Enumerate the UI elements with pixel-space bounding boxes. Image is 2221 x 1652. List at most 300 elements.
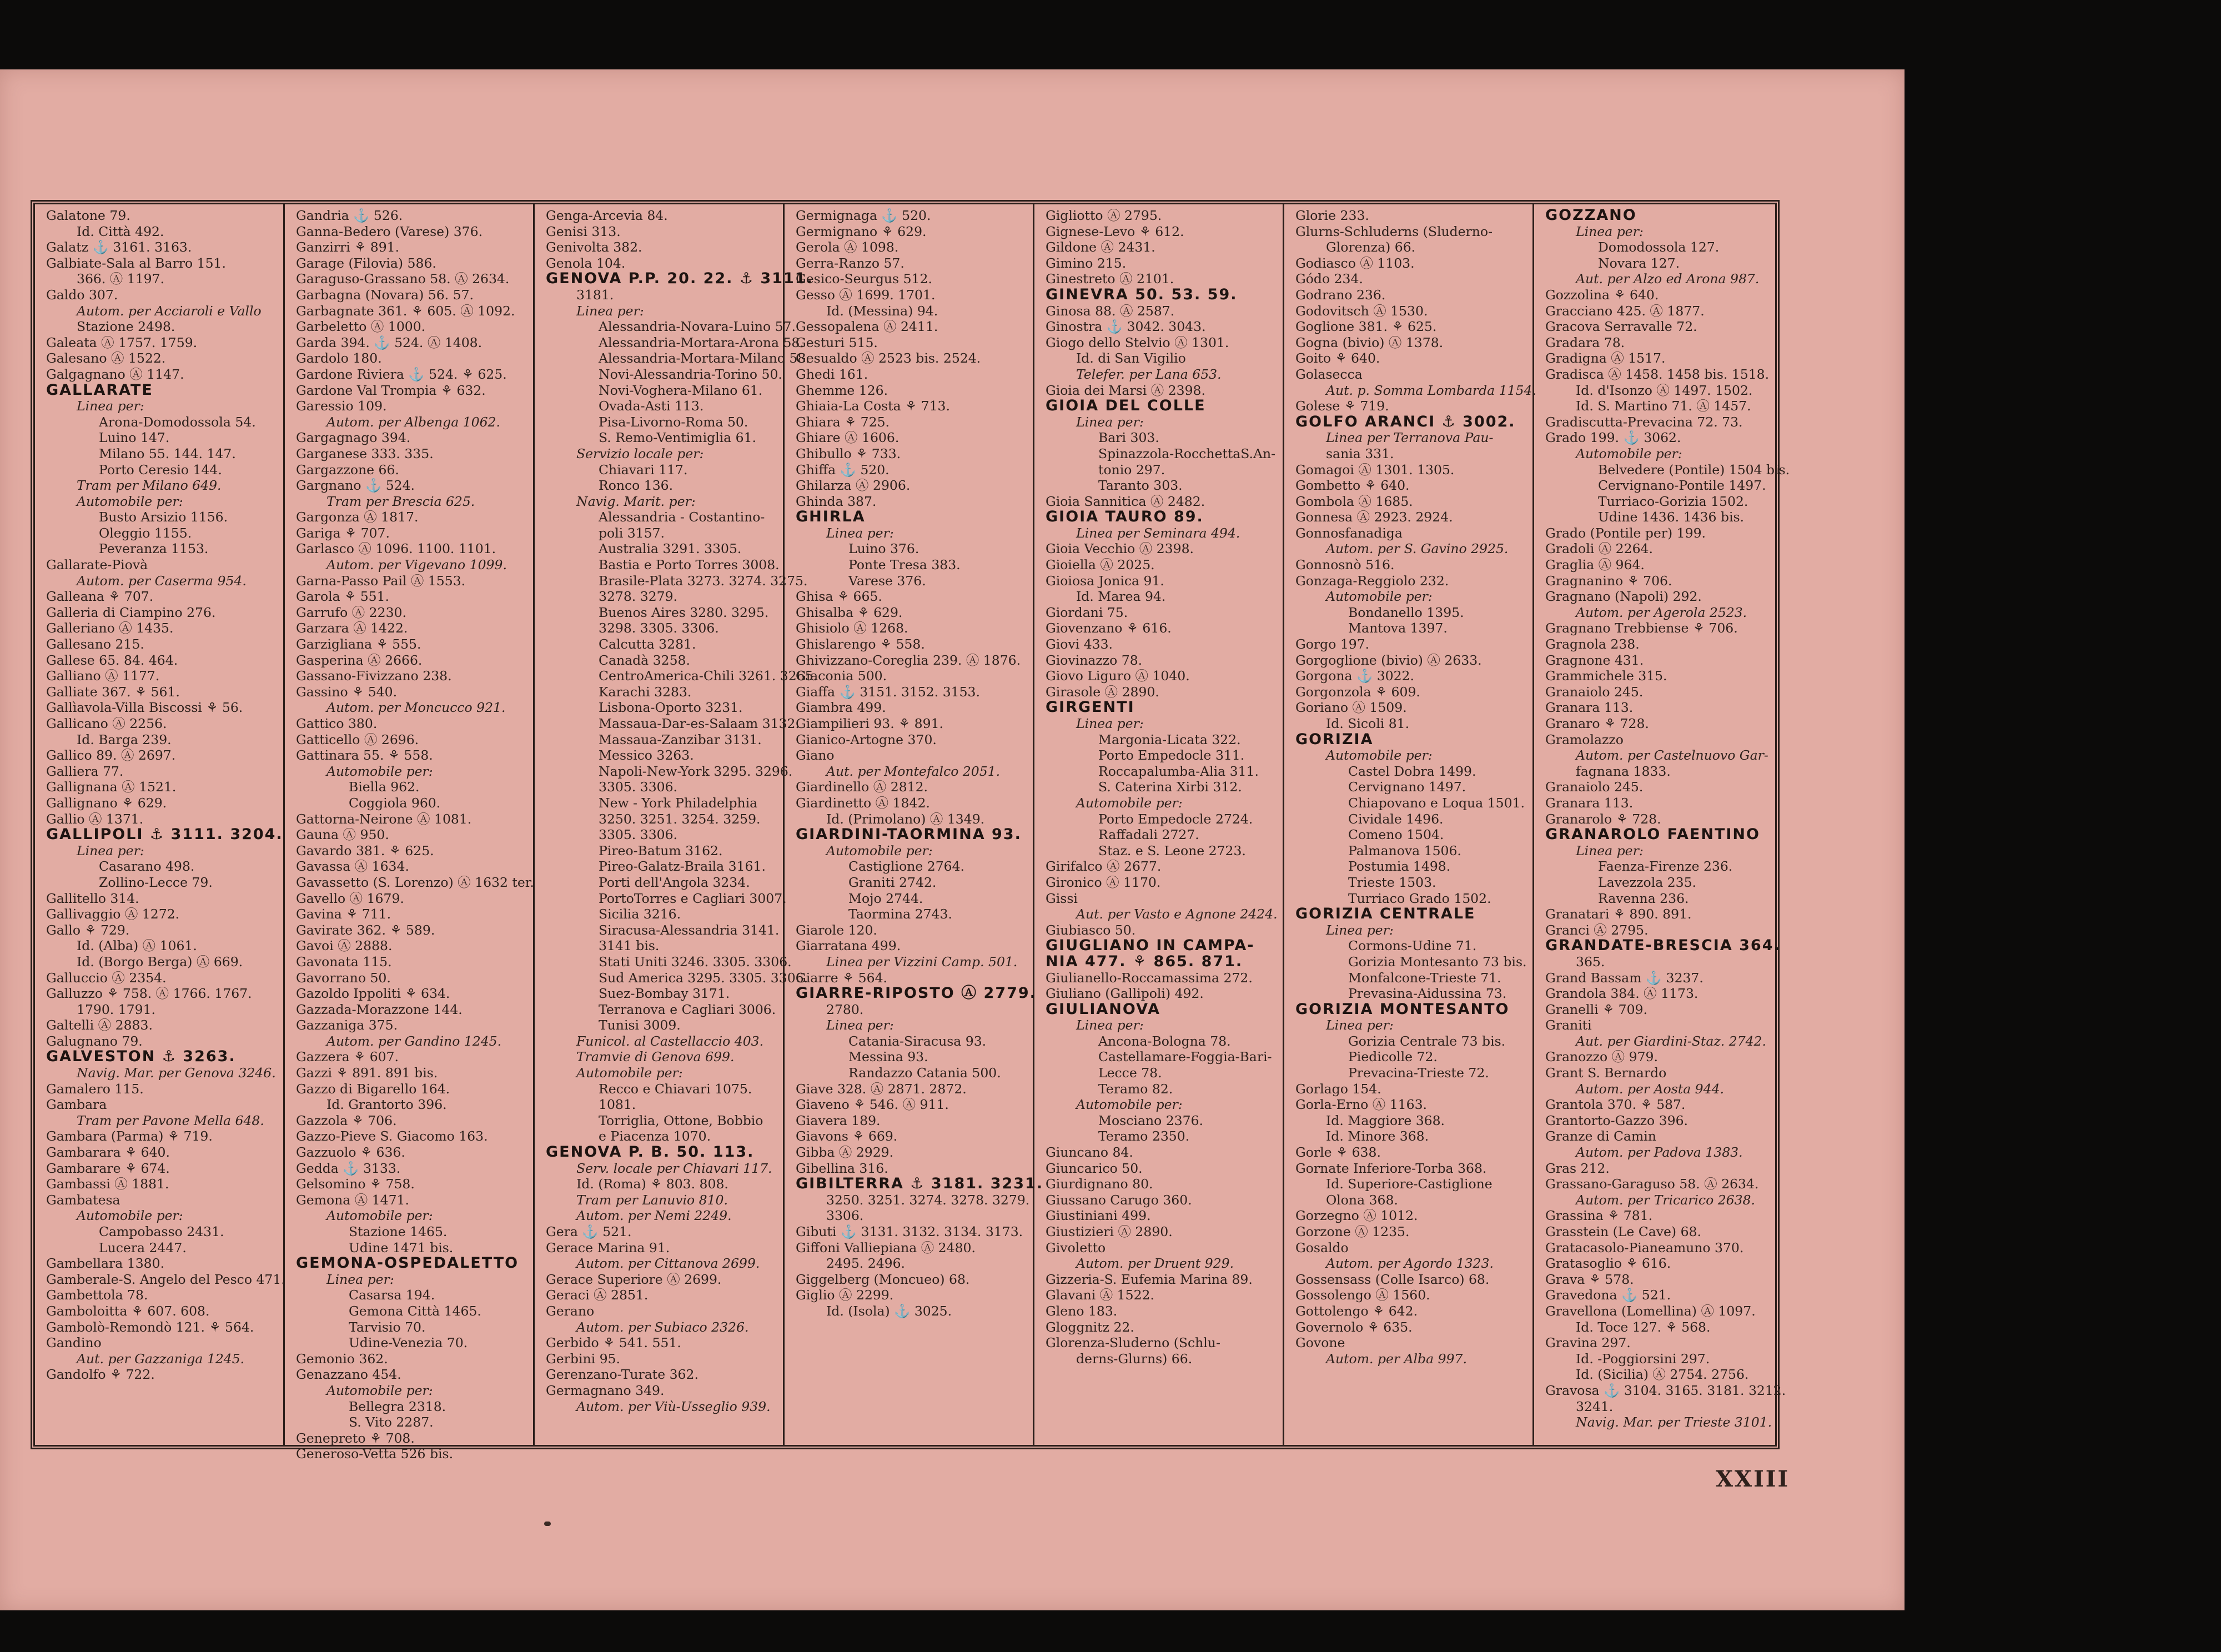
index-entry: Automobile per: xyxy=(576,1065,683,1081)
index-entry: poli 3157. xyxy=(599,525,665,541)
index-entry: Chiapovano e Loqua 1501. xyxy=(1348,795,1525,811)
index-entry: Garzigliana ⚘ 555. xyxy=(296,636,421,652)
index-entry: Giuliano (Gallipoli) 492. xyxy=(1046,986,1204,1002)
index-heading: NIA 477. ⚘ 865. 871. xyxy=(1046,952,1243,970)
index-entry: Gattico 380. xyxy=(296,716,378,731)
index-entry: Galatone 79. xyxy=(46,208,130,223)
index-entry: Gorla-Erno Ⓐ 1163. xyxy=(1295,1097,1428,1113)
index-entry: Serv. locale per Chiavari 117. xyxy=(576,1160,772,1176)
index-entry: Gasperina Ⓐ 2666. xyxy=(296,652,423,668)
index-entry: Gassino ⚘ 540. xyxy=(296,684,398,700)
index-entry: Id. Città 492. xyxy=(77,223,164,239)
index-entry: Raffadali 2727. xyxy=(1098,827,1199,843)
index-entry: Gedda ⚓ 3133. xyxy=(296,1160,401,1176)
index-entry: Gandino xyxy=(46,1335,102,1351)
index-entry: Spinazzola-RocchettaS.An- xyxy=(1098,445,1276,461)
index-entry: Giarre ⚘ 564. xyxy=(796,970,888,986)
index-entry: Novi-Alessandria-Torino 50. xyxy=(599,366,782,382)
index-entry: Glavani Ⓐ 1522. xyxy=(1046,1287,1154,1303)
index-entry: Galluccio Ⓐ 2354. xyxy=(46,970,167,986)
index-entry: Garbagnate 361. ⚘ 605. Ⓐ 1092. xyxy=(296,303,515,319)
index-entry: Milano 55. 144. 147. xyxy=(99,445,236,461)
index-entry: Gerenzano-Turate 362. xyxy=(546,1367,699,1383)
index-entry: Grammichele 315. xyxy=(1545,668,1667,684)
index-entry: Ginosa 88. Ⓐ 2587. xyxy=(1046,303,1175,319)
index-entry: Giglio Ⓐ 2299. xyxy=(796,1287,894,1303)
index-column-1 xyxy=(35,204,285,1445)
index-entry: Gardolo 180. xyxy=(296,350,382,366)
index-entry: Giovi 433. xyxy=(1046,636,1113,652)
index-entry: Gibba Ⓐ 2929. xyxy=(796,1144,894,1161)
index-entry: S. Remo-Ventimiglia 61. xyxy=(599,430,757,446)
index-entry: Giovo Liguro Ⓐ 1040. xyxy=(1046,668,1190,684)
index-entry: Gallìavola-Villa Biscossi ⚘ 56. xyxy=(46,700,243,716)
index-entry: Id. Barga 239. xyxy=(77,731,172,747)
index-entry: Linea per Terranova Pau- xyxy=(1326,430,1494,446)
index-entry: Gódo 234. xyxy=(1295,271,1363,287)
index-entry: Giovenzano ⚘ 616. xyxy=(1046,620,1172,636)
index-entry: Castiglione 2764. xyxy=(848,858,965,875)
index-entry: Germignano ⚘ 629. xyxy=(796,223,927,239)
index-entry: e Piacenza 1070. xyxy=(599,1128,711,1144)
index-entry: Garna-Passo Pail Ⓐ 1553. xyxy=(296,573,466,589)
index-entry: Servizio locale per: xyxy=(576,445,704,461)
index-entry: Autom. per Gandino 1245. xyxy=(326,1033,502,1049)
index-entry: Gioia Sannitica Ⓐ 2482. xyxy=(1046,493,1205,509)
index-entry: Taormina 2743. xyxy=(848,906,952,922)
index-entry: Linea per Vizzini Camp. 501. xyxy=(826,953,1018,970)
index-entry: Grandola 384. Ⓐ 1173. xyxy=(1545,986,1699,1002)
index-entry: Autom. per Albenga 1062. xyxy=(326,414,500,430)
index-entry: Gavoi Ⓐ 2888. xyxy=(296,938,393,954)
index-entry: Margonia-Licata 322. xyxy=(1098,731,1241,747)
index-entry: Gardone Riviera ⚓ 524. ⚘ 625. xyxy=(296,366,507,382)
index-entry: Grand Bassam ⚓ 3237. xyxy=(1545,970,1704,986)
index-column-7 xyxy=(1534,204,1790,1445)
index-column-2 xyxy=(285,204,535,1462)
index-entry: Udine 1436. 1436 bis. xyxy=(1598,509,1744,525)
index-heading: GENOVA P. B. 50. 113. xyxy=(546,1143,755,1161)
index-entry: Gambarara ⚘ 640. xyxy=(46,1144,170,1161)
index-entry: Galatz ⚓ 3161. 3163. xyxy=(46,239,192,255)
index-entry: 2780. xyxy=(826,1001,864,1017)
index-entry: Gavardo 381. ⚘ 625. xyxy=(296,842,434,858)
index-entry: Giuncano 84. xyxy=(1046,1144,1133,1161)
index-entry: Geraci Ⓐ 2851. xyxy=(546,1287,649,1303)
index-column-4 xyxy=(785,204,1044,1445)
index-entry: Gosaldo xyxy=(1295,1239,1349,1256)
index-entry: Gorgo 197. xyxy=(1295,636,1370,652)
index-entry: Golasecca xyxy=(1295,366,1363,382)
index-entry: Giustiniani 499. xyxy=(1046,1208,1151,1224)
index-entry: Novara 127. xyxy=(1598,255,1680,271)
index-entry: Galgagnano Ⓐ 1147. xyxy=(46,366,184,382)
index-entry: Aut. p. Somma Lombarda 1154. xyxy=(1326,382,1536,398)
index-entry: Garage (Filovia) 586. xyxy=(296,255,436,271)
index-entry: Gorzegno Ⓐ 1012. xyxy=(1295,1208,1418,1224)
index-entry: Linea per: xyxy=(1076,1017,1144,1033)
index-entry: Cividale 1496. xyxy=(1348,811,1444,827)
index-entry: Giardinetto Ⓐ 1842. xyxy=(796,795,930,811)
index-entry: Navig. Mar. per Trieste 3101. xyxy=(1576,1414,1772,1430)
index-entry: Linea per: xyxy=(326,1271,394,1287)
index-entry: Gambarare ⚘ 674. xyxy=(46,1160,170,1176)
index-entry: Linea per: xyxy=(826,1017,894,1033)
index-entry: Galtelli Ⓐ 2883. xyxy=(46,1017,153,1033)
index-entry: Mosciano 2376. xyxy=(1098,1112,1203,1128)
index-entry: Massaua-Zanzibar 3131. xyxy=(599,731,762,747)
index-entry: Giubiasco 50. xyxy=(1046,922,1136,938)
index-entry: Ghemme 126. xyxy=(796,382,888,398)
index-entry: Id. (Sicilia) Ⓐ 2754. 2756. xyxy=(1576,1367,1749,1383)
printer-mark xyxy=(544,1522,551,1526)
index-entry: Gazzola ⚘ 706. xyxy=(296,1112,397,1128)
index-entry: Alessandria-Novara-Luino 57. xyxy=(599,319,796,335)
index-entry: Gallico 89. Ⓐ 2697. xyxy=(46,747,176,764)
index-entry: Granozzo Ⓐ 979. xyxy=(1545,1049,1658,1065)
index-entry: Bondanello 1395. xyxy=(1348,604,1464,620)
index-entry: Gallo ⚘ 729. xyxy=(46,922,130,938)
index-entry: tonio 297. xyxy=(1098,461,1165,478)
index-entry: Gibuti ⚓ 3131. 3132. 3134. 3173. xyxy=(796,1224,1023,1239)
index-entry: Gragnone 431. xyxy=(1545,652,1644,668)
index-entry: Galluzzo ⚘ 758. Ⓐ 1766. 1767. xyxy=(46,986,252,1002)
index-entry: Gavassetto (S. Lorenzo) Ⓐ 1632 ter. xyxy=(296,874,534,890)
index-entry: Chiavari 117. xyxy=(599,461,688,478)
index-entry: Catania-Siracusa 93. xyxy=(848,1033,987,1049)
index-entry: Grava ⚘ 578. xyxy=(1545,1271,1634,1287)
index-entry: 1790. 1791. xyxy=(77,1001,156,1017)
index-entry: Gavirate 362. ⚘ 589. xyxy=(296,922,435,938)
index-entry: Gignese-Levo ⚘ 612. xyxy=(1046,223,1184,239)
index-entry: Mojo 2744. xyxy=(848,890,923,906)
index-entry: Id. Grantorto 396. xyxy=(326,1097,447,1113)
index-entry: Pireo-Galatz-Braila 3161. xyxy=(599,858,766,875)
index-entry: Gleno 183. xyxy=(1046,1303,1118,1319)
index-entry: Giaveno ⚘ 546. Ⓐ 911. xyxy=(796,1097,949,1113)
index-entry: Gorizia Centrale 73 bis. xyxy=(1348,1033,1506,1049)
index-entry: Givoletto xyxy=(1046,1239,1106,1256)
index-entry: Calcutta 3281. xyxy=(599,636,696,652)
index-entry: Pisa-Livorno-Roma 50. xyxy=(599,414,748,430)
index-entry: Garaguso-Grassano 58. Ⓐ 2634. xyxy=(296,271,510,287)
index-entry: Navig. Marit. per: xyxy=(576,493,696,509)
index-entry: Giulianello-Roccamassima 272. xyxy=(1046,970,1253,986)
index-entry: Ghiffa ⚓ 520. xyxy=(796,461,890,478)
index-entry: Porto Empedocle 311. xyxy=(1098,747,1245,764)
index-entry: Gallignana Ⓐ 1521. xyxy=(46,779,177,795)
index-entry: Galliera 77. xyxy=(46,763,124,779)
index-entry: Bari 303. xyxy=(1098,430,1159,446)
index-entry: Gioiella Ⓐ 2025. xyxy=(1046,557,1155,573)
index-entry: Linea per: xyxy=(77,842,144,858)
index-entry: 3250. 3251. 3254. 3259. xyxy=(599,811,761,827)
index-entry: Ghedi 161. xyxy=(796,366,868,382)
index-entry: Sud America 3295. 3305. 3306. xyxy=(599,970,808,986)
index-entry: Autom. per Aosta 944. xyxy=(1576,1081,1725,1097)
index-entry: Giarole 120. xyxy=(796,922,877,938)
index-entry: Id. Sicoli 81. xyxy=(1326,716,1410,731)
index-entry: Torriglia, Ottone, Bobbio xyxy=(599,1112,763,1128)
index-entry: Granatari ⚘ 890. 891. xyxy=(1545,906,1692,922)
index-entry: Gerra-Ranzo 57. xyxy=(796,255,905,271)
index-entry: Graniti 2742. xyxy=(848,874,937,890)
index-entry: Ghiara ⚘ 725. xyxy=(796,414,890,430)
index-heading: GRANDATE-BRESCIA 364. xyxy=(1545,937,1781,955)
index-entry: Gassano-Fivizzano 238. xyxy=(296,668,452,684)
index-entry: Garola ⚘ 551. xyxy=(296,589,390,605)
index-entry: Gargagnago 394. xyxy=(296,430,411,446)
index-entry: Gardone Val Trompia ⚘ 632. xyxy=(296,382,486,398)
index-entry: Gargonza Ⓐ 1817. xyxy=(296,509,419,525)
index-entry: Gildone Ⓐ 2431. xyxy=(1046,239,1155,255)
index-entry: 3305. 3306. xyxy=(599,827,678,843)
index-entry: Garda 394. ⚓ 524. Ⓐ 1408. xyxy=(296,334,483,350)
index-entry: Gambassi Ⓐ 1881. xyxy=(46,1176,169,1192)
index-entry: Siracusa-Alessandria 3141. xyxy=(599,922,780,938)
index-entry: Tarvisio 70. xyxy=(349,1319,426,1335)
index-entry: Gemonio 362. xyxy=(296,1350,388,1367)
index-entry: Teramo 2350. xyxy=(1098,1128,1190,1144)
index-entry: 3141 bis. xyxy=(599,938,660,954)
index-entry: Gallignano ⚘ 629. xyxy=(46,795,167,811)
index-entry: Gerano xyxy=(546,1303,595,1319)
index-entry: Autom. per Moncucco 921. xyxy=(326,700,506,716)
index-entry: Giambra 499. xyxy=(796,700,886,716)
index-entry: Giarratana 499. xyxy=(796,938,901,954)
index-entry: Zollino-Lecce 79. xyxy=(99,874,213,890)
index-entry: Galesano Ⓐ 1522. xyxy=(46,350,166,366)
index-entry: Gras 212. xyxy=(1545,1160,1610,1176)
index-entry: Gallesano 215. xyxy=(46,636,144,652)
index-entry: Gradigna Ⓐ 1517. xyxy=(1545,350,1666,366)
index-entry: Garbeletto Ⓐ 1000. xyxy=(296,319,426,335)
index-entry: Tunisi 3009. xyxy=(599,1017,681,1033)
index-entry: Automobile per: xyxy=(1076,795,1183,811)
index-entry: Funicol. al Castellaccio 403. xyxy=(576,1033,764,1049)
index-entry: Granara 113. xyxy=(1545,795,1634,811)
index-entry: Gavorrano 50. xyxy=(296,970,391,986)
index-heading: GIARRE-RIPOSTO Ⓐ 2779. xyxy=(796,985,1037,1002)
index-entry: Ghivizzano-Coreglia 239. Ⓐ 1876. xyxy=(796,652,1021,668)
index-entry: Glorenza-Sluderno (Schlu- xyxy=(1046,1335,1220,1351)
index-entry: Gesualdo Ⓐ 2523 bis. 2524. xyxy=(796,350,981,366)
index-entry: Gemona Ⓐ 1471. xyxy=(296,1192,409,1208)
index-entry: Domodossola 127. xyxy=(1598,239,1720,255)
index-entry: Stati Uniti 3246. 3305. 3306. xyxy=(599,953,792,970)
index-entry: Gioia Vecchio Ⓐ 2398. xyxy=(1046,541,1194,557)
index-column-6 xyxy=(1284,204,1534,1445)
index-heading: GENOVA P.P. 20. 22. ⚓ 3111. xyxy=(546,270,813,288)
index-entry: Taranto 303. xyxy=(1098,478,1183,494)
index-entry: Galleria di Ciampino 276. xyxy=(46,604,216,620)
index-entry: Linea per: xyxy=(1076,414,1144,430)
index-entry: Aut. per Giardini-Staz. 2742. xyxy=(1576,1033,1766,1049)
index-entry: Cervignano 1497. xyxy=(1348,779,1466,795)
index-entry: Graniti xyxy=(1545,1017,1592,1033)
index-entry: Gonzaga-Reggiolo 232. xyxy=(1295,573,1449,589)
index-entry: Gerbini 95. xyxy=(546,1350,620,1367)
index-entry: Gombetto ⚘ 640. xyxy=(1295,478,1410,494)
index-entry: Gomagoi Ⓐ 1301. 1305. xyxy=(1295,461,1455,478)
index-entry: CentroAmerica-Chili 3261. 3265. xyxy=(599,668,818,684)
index-entry: Campobasso 2431. xyxy=(99,1224,224,1239)
index-entry: Genga-Arcevia 84. xyxy=(546,208,668,223)
index-entry: 1081. xyxy=(599,1097,636,1113)
index-heading: GINEVRA 50. 53. 59. xyxy=(1046,285,1238,303)
index-entry: Gizzeria-S. Eufemia Marina 89. xyxy=(1046,1271,1253,1287)
index-entry: Gissi xyxy=(1046,890,1078,906)
index-entry: Automobile per: xyxy=(1326,589,1433,605)
index-entry: Gandria ⚓ 526. xyxy=(296,208,403,223)
index-entry: Grassina ⚘ 781. xyxy=(1545,1208,1653,1224)
index-entry: Prevasina-Aidussina 73. xyxy=(1348,986,1507,1002)
index-entry: Giustizieri Ⓐ 2890. xyxy=(1046,1224,1173,1239)
index-entry: Gragnanino ⚘ 706. xyxy=(1545,573,1672,589)
index-entry: Palmanova 1506. xyxy=(1348,842,1461,858)
index-entry: Aut. per Gazzaniga 1245. xyxy=(77,1350,245,1367)
index-entry: 3305. 3306. xyxy=(599,779,678,795)
index-entry: Id. (Borgo Berga) Ⓐ 669. xyxy=(77,953,243,970)
index-entry: Gallarate-Piovà xyxy=(46,557,148,573)
index-entry: Galugnano 79. xyxy=(46,1033,143,1049)
index-entry: Automobile per: xyxy=(1576,445,1682,461)
index-entry: Galleriano Ⓐ 1435. xyxy=(46,620,174,636)
index-entry: Gorgona ⚓ 3022. xyxy=(1295,668,1414,684)
index-entry: Gallitello 314. xyxy=(46,890,139,906)
index-heading: GIARDINI-TAORMINA 93. xyxy=(796,826,1022,843)
index-entry: Girasole Ⓐ 2890. xyxy=(1046,684,1159,700)
index-entry: Giave 328. Ⓐ 2871. 2872. xyxy=(796,1081,967,1097)
index-entry: Gargnano ⚓ 524. xyxy=(296,478,415,494)
index-entry: Alessandria - Costantino- xyxy=(599,509,765,525)
index-entry: Gatticello Ⓐ 2696. xyxy=(296,731,419,747)
index-entry: Busto Arsizio 1156. xyxy=(99,509,228,525)
index-entry: Gazzo di Bigarello 164. xyxy=(296,1081,450,1097)
index-entry: Castellamare-Foggia-Bari- xyxy=(1098,1049,1272,1065)
index-entry: Gonnosnò 516. xyxy=(1295,557,1395,573)
index-entry: Lecce 78. xyxy=(1098,1065,1162,1081)
index-entry: Luino 147. xyxy=(99,430,170,446)
index-entry: Trieste 1503. xyxy=(1348,874,1436,890)
index-entry: Gariga ⚘ 707. xyxy=(296,525,390,541)
index-entry: Gavello Ⓐ 1679. xyxy=(296,890,404,906)
index-entry: Aut. per Alzo ed Arona 987. xyxy=(1576,271,1760,287)
index-heading: GOLFO ARANCI ⚓ 3002. xyxy=(1295,413,1516,430)
index-entry: Gozzolina ⚘ 640. xyxy=(1545,287,1659,303)
index-entry: Gazzuolo ⚘ 636. xyxy=(296,1144,405,1161)
index-entry: Gorgoglione (bivio) Ⓐ 2633. xyxy=(1295,652,1482,668)
index-entry: Granaro ⚘ 728. xyxy=(1545,716,1649,731)
index-entry: 3250. 3251. 3274. 3278. 3279. xyxy=(826,1192,1030,1208)
index-entry: Glorenza) 66. xyxy=(1326,239,1416,255)
index-entry: Tram per Pavone Mella 648. xyxy=(77,1112,264,1128)
index-entry: Gorzone Ⓐ 1235. xyxy=(1295,1224,1410,1239)
index-entry: 3181. xyxy=(576,287,614,303)
index-heading: GIOIA DEL COLLE xyxy=(1046,397,1206,415)
index-entry: Grantola 370. ⚘ 587. xyxy=(1545,1097,1686,1113)
index-entry: Giuncarico 50. xyxy=(1046,1160,1143,1176)
index-entry: Telefer. per Lana 653. xyxy=(1076,366,1222,382)
index-entry: Germagnano 349. xyxy=(546,1382,665,1398)
index-entry: Granaiolo 245. xyxy=(1545,684,1644,700)
index-entry: Gossensass (Colle Isarco) 68. xyxy=(1295,1271,1490,1287)
index-entry: Autom. per Alba 997. xyxy=(1326,1350,1467,1367)
index-entry: Gamboloitta ⚘ 607. 608. xyxy=(46,1303,210,1319)
index-entry: S. Caterina Xirbi 312. xyxy=(1098,779,1242,795)
index-entry: Id. (Primolano) Ⓐ 1349. xyxy=(826,811,985,827)
index-entry: Golese ⚘ 719. xyxy=(1295,398,1389,414)
index-entry: Id. Minore 368. xyxy=(1326,1128,1429,1144)
index-entry: Navig. Mar. per Genova 3246. xyxy=(77,1065,276,1081)
index-entry: Coggiola 960. xyxy=(349,795,441,811)
index-entry: Massaua-Dar-es-Salaam 3132. xyxy=(599,716,800,731)
index-entry: Linea per: xyxy=(77,398,144,414)
index-entry: Garrufo Ⓐ 2230. xyxy=(296,604,406,620)
index-entry: Id. d'Isonzo Ⓐ 1497. 1502. xyxy=(1576,382,1753,398)
index-entry: Gioiosa Jonica 91. xyxy=(1046,573,1164,589)
index-entry: Gera ⚓ 521. xyxy=(546,1224,632,1239)
index-entry: Ginostra ⚓ 3042. 3043. xyxy=(1046,319,1206,335)
index-entry: Genola 104. xyxy=(546,255,626,271)
index-entry: Monfalcone-Trieste 71. xyxy=(1348,970,1501,986)
index-entry: Gesturi 515. xyxy=(796,334,878,350)
index-entry: Gibellina 316. xyxy=(796,1160,888,1176)
index-table xyxy=(31,200,1790,1462)
index-entry: Autom. per Druent 929. xyxy=(1076,1256,1234,1272)
index-entry: Cormons-Udine 71. xyxy=(1348,938,1477,954)
index-entry: Varese 376. xyxy=(848,573,926,589)
index-entry: Automobile per: xyxy=(326,1382,433,1398)
index-entry: Giaffa ⚓ 3151. 3152. 3153. xyxy=(796,684,980,700)
index-entry: Gazzera ⚘ 607. xyxy=(296,1049,399,1065)
index-entry: Godrano 236. xyxy=(1295,287,1386,303)
index-entry: Staz. e S. Leone 2723. xyxy=(1098,842,1246,858)
index-heading: GALVESTON ⚓ 3263. xyxy=(46,1048,236,1066)
index-entry: Gravellona (Lomellina) Ⓐ 1097. xyxy=(1545,1303,1756,1319)
index-entry: Roccapalumba-Alia 311. xyxy=(1098,763,1259,779)
index-entry: Cervignano-Pontile 1497. xyxy=(1598,478,1766,494)
index-entry: Graglia Ⓐ 964. xyxy=(1545,557,1645,573)
index-entry: Gossolengo Ⓐ 1560. xyxy=(1295,1287,1430,1303)
index-entry: Gazzada-Morazzone 144. xyxy=(296,1001,463,1017)
index-heading: GEMONA-OSPEDALETTO xyxy=(296,1254,519,1272)
index-heading: GORIZIA MONTESANTO xyxy=(1295,1000,1510,1018)
index-entry: Teramo 82. xyxy=(1098,1081,1173,1097)
index-entry: Gorlago 154. xyxy=(1295,1081,1381,1097)
index-entry: Linea per Seminara 494. xyxy=(1076,525,1240,541)
index-entry: Gambettola 78. xyxy=(46,1287,148,1303)
index-entry: Automobile per: xyxy=(77,1208,183,1224)
index-entry: Gemona Città 1465. xyxy=(349,1303,481,1319)
index-entry: Id. Maggiore 368. xyxy=(1326,1112,1445,1128)
index-entry: Glorie 233. xyxy=(1295,208,1369,223)
index-entry: Ganzirri ⚘ 891. xyxy=(296,239,400,255)
index-heading: GHIRLA xyxy=(796,508,866,526)
index-heading: GIRGENTI xyxy=(1046,699,1135,716)
index-entry: Ghisa ⚘ 665. xyxy=(796,589,882,605)
index-entry: Piedicolle 72. xyxy=(1348,1049,1438,1065)
index-entry: Karachi 3283. xyxy=(599,684,692,700)
index-entry: Castel Dobra 1499. xyxy=(1348,763,1476,779)
index-entry: Pireo-Batum 3162. xyxy=(599,842,723,858)
index-entry: 3298. 3305. 3306. xyxy=(599,620,719,636)
index-entry: Giurdignano 80. xyxy=(1046,1176,1153,1192)
index-heading: GIUGLIANO IN CAMPA- xyxy=(1046,937,1255,955)
index-entry: fagnana 1833. xyxy=(1576,763,1671,779)
index-heading: GORIZIA xyxy=(1295,730,1374,748)
index-entry: Porto Ceresio 144. xyxy=(99,461,222,478)
